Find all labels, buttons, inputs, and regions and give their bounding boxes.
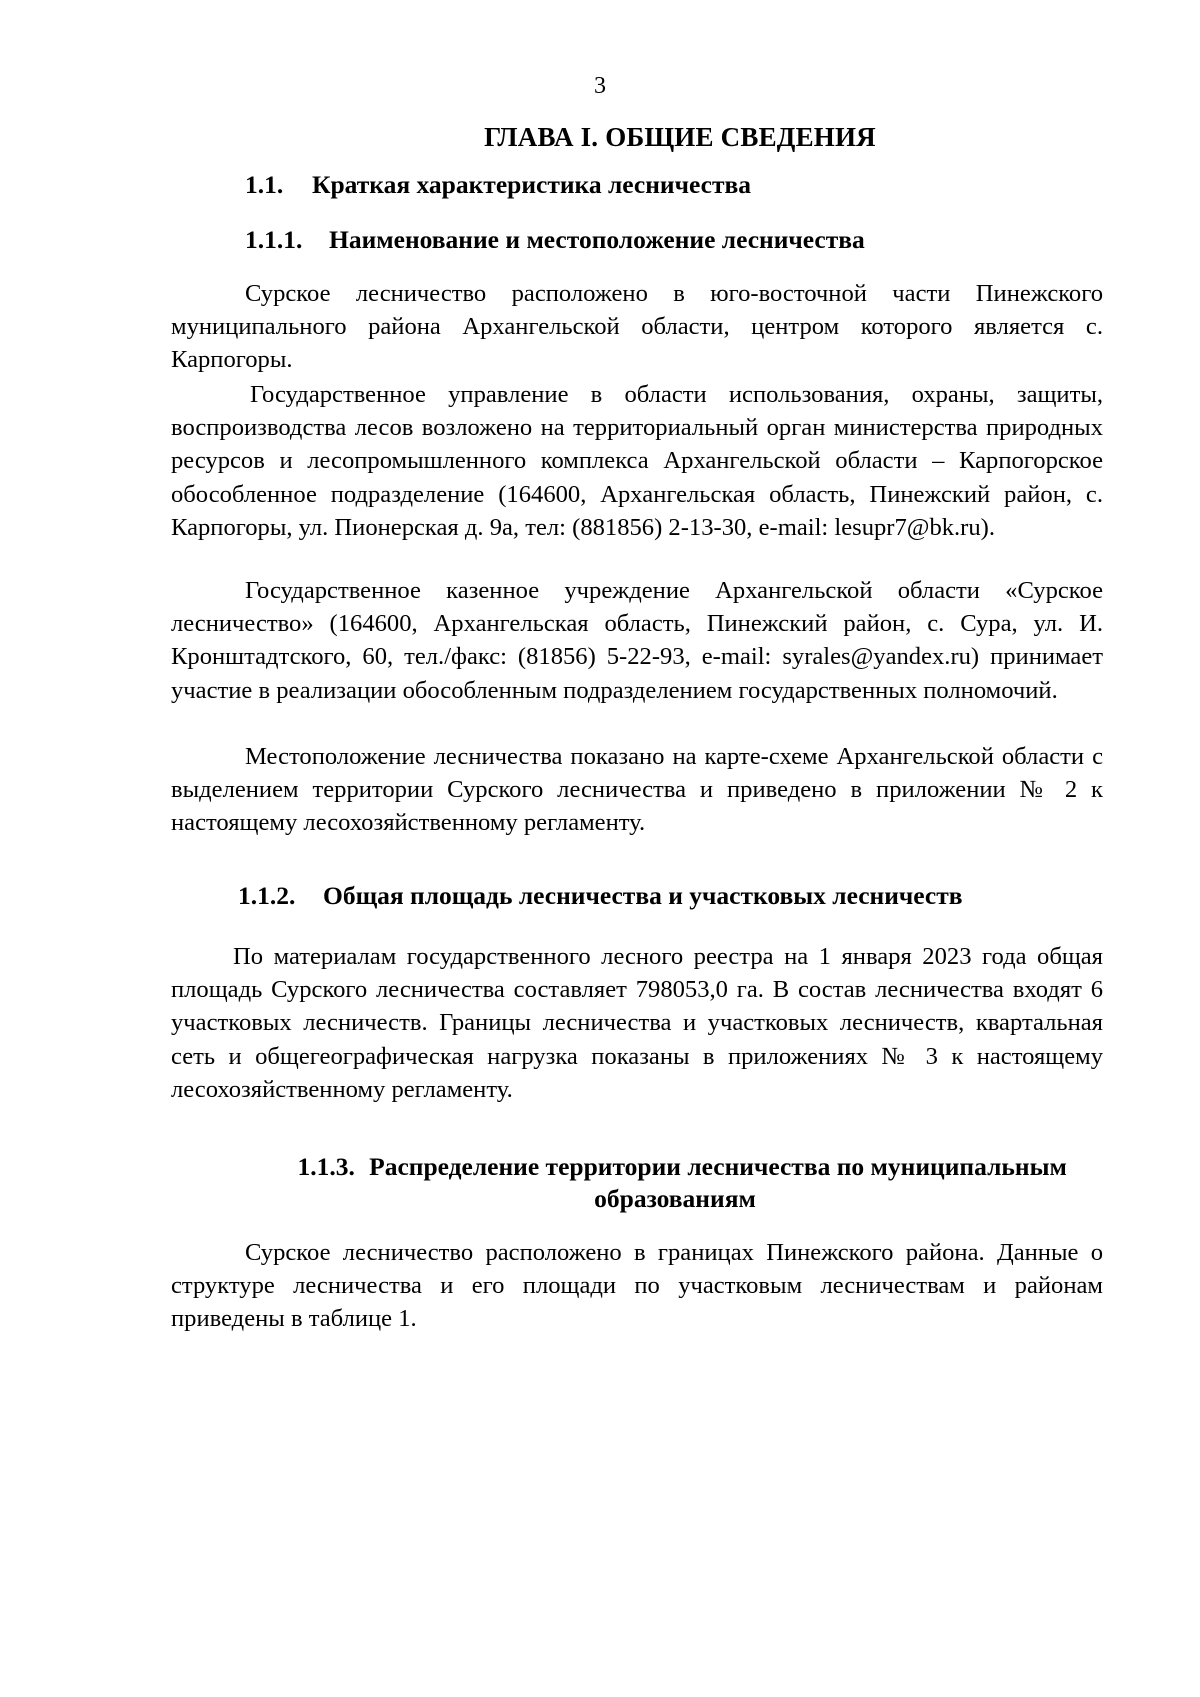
paragraph-state-institution	[171, 574, 1103, 707]
paragraph-map-reference	[171, 740, 1103, 840]
section-title: Общая площадь лесничества и участковых лесничеств	[323, 881, 963, 910]
section-number: 1.1.3.	[297, 1152, 355, 1181]
section-number: 1.1.1.	[245, 225, 303, 254]
section-heading-1-1-3	[245, 1151, 1105, 1215]
section-title: Краткая характеристика лесничества	[312, 170, 752, 199]
page-number: 3	[594, 73, 606, 99]
paragraph-text: Местоположение лесничества показано на карте-схеме Архангельской области с выделением территории Сурского лесничества и приведено в приложении № 2 к настоящему лесохозяйственному регламенту.	[171, 743, 1103, 837]
paragraph-distribution	[171, 1236, 1103, 1336]
section-heading-1-1-1	[245, 224, 865, 256]
section-heading-1-1-2	[238, 880, 963, 912]
section-title: Распределение территории лесничества по муниципальным образованиям	[369, 1152, 1067, 1213]
section-heading-1-1	[245, 169, 751, 201]
paragraph-total-area	[171, 940, 1103, 1106]
section-title: Наименование и местоположение лесничества	[329, 225, 865, 254]
paragraph-text: Государственное управление в области использования, охраны, защиты, воспроизводства лесов возложено на территориальный орган министерства природных ресурсов и лесопромышленного комплекса Архангельской области – Карпогорское обособленное подразделение (164600, Архангельская область, Пинежский район, с. Карпогоры, ул. Пионерская д. 9а, тел: (881856) 2-13-30, e-mail: lesupr7@bk.ru).	[171, 381, 1103, 541]
paragraph-text: По материалам государственного лесного реестра на 1 января 2023 года общая площадь Сурского лесничества составляет 798053,0 га. В состав лесничества входят 6 участковых лесничеств. Границы лесничества и участковых лесничеств, квартальная сеть и общегеографическая нагрузка показаны в приложениях № 3 к настоящему лесохозяйственному регламенту.	[171, 943, 1103, 1103]
paragraph-state-management	[171, 378, 1103, 544]
paragraph-location	[171, 277, 1103, 377]
paragraph-text: Сурское лесничество расположено в юго-восточной части Пинежского муниципального района Архангельской области, центром которого является с. Карпогоры.	[171, 280, 1103, 374]
chapter-title: ГЛАВА I. ОБЩИЕ СВЕДЕНИЯ	[484, 122, 876, 152]
paragraph-text: Сурское лесничество расположено в границах Пинежского района. Данные о структуре лесничества и его площади по участковым лесничествам и районам приведены в таблице 1.	[171, 1239, 1103, 1333]
section-number: 1.1.2.	[238, 881, 296, 910]
paragraph-text: Государственное казенное учреждение Архангельской области «Сурское лесничество» (164600, Архангельская область, Пинежский район, с. Сура, ул. И. Кронштадтского, 60, тел./факс: (81856) 5-22-93, e-mail: syrales@yandex.ru) принимает участие в реализации обособленным подразделением государственных полномочий.	[171, 577, 1103, 704]
section-number: 1.1.	[245, 170, 284, 199]
